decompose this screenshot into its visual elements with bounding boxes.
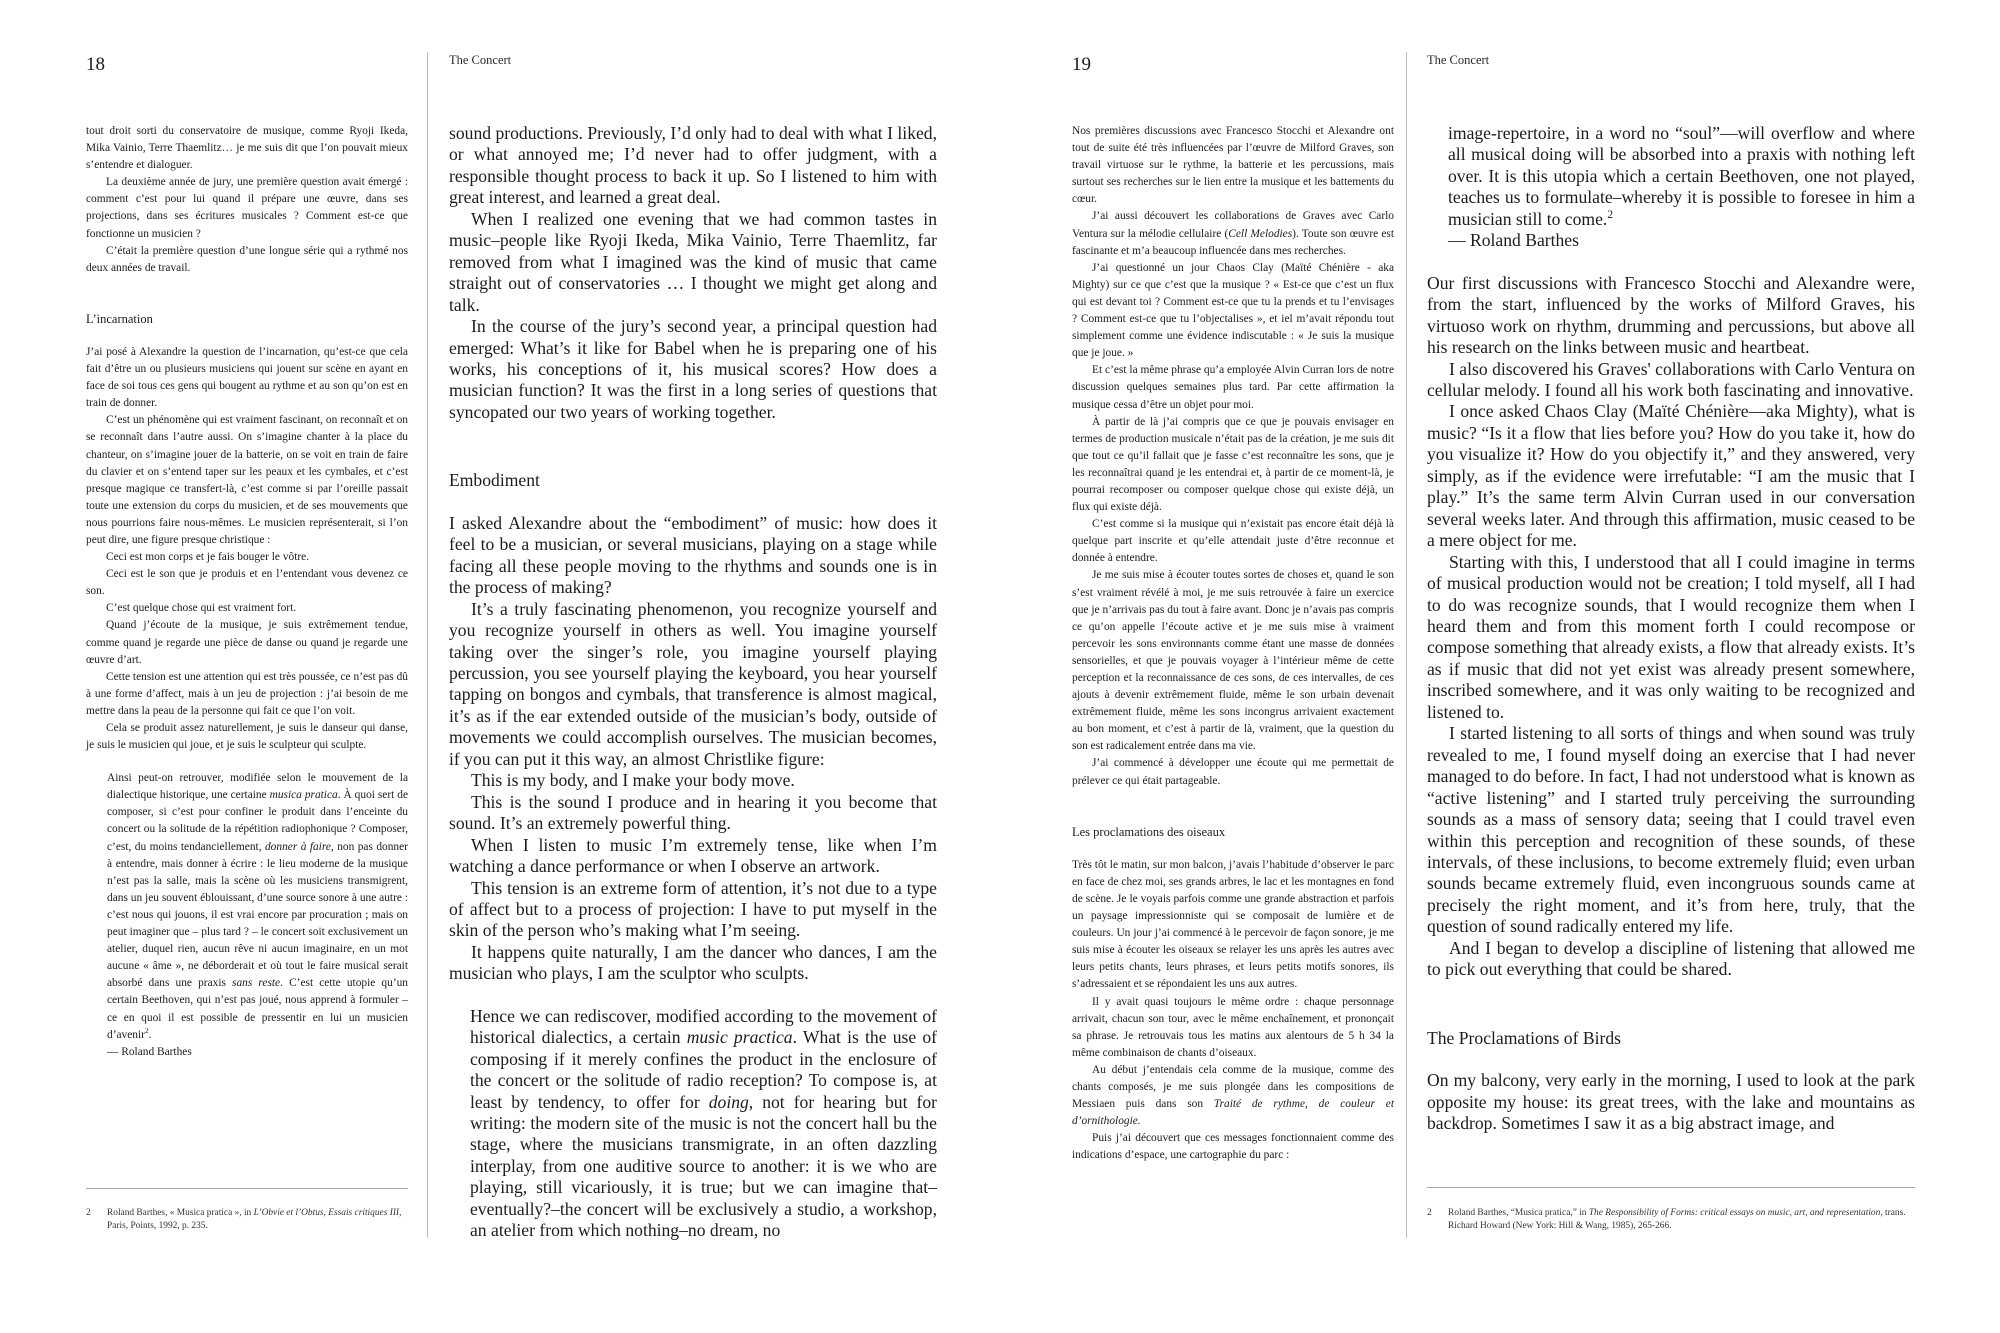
paragraph: It happens quite naturally, I am the dancer who dances, I am the musician who plays, I am the sculptor who sculpts. (449, 941, 937, 984)
french-column (1072, 123, 1394, 1164)
running-head: The Concert (449, 53, 512, 67)
footnote-divider (1427, 1187, 1915, 1188)
paragraph: And I began to develop a discipline of listening that allowed me to pick out everything that could be shared. (1427, 937, 1915, 980)
paragraph: C’est quelque chose qui est vraiment fort. (106, 602, 297, 615)
footnote-number: 2 (1427, 1208, 1432, 1218)
paragraph: Il y avait quasi toujours le même ordre : chaque personnage arrivait, chacun son tour, avec le même enchaînement, et prononçait sa phrase. Je retrouvais tous les matins aux alentours de 5 h 34 la même combinaison de chants d’oiseaux. (1072, 995, 1394, 1059)
paragraph: I also discovered his Graves' collaborations with Carlo Ventura on cellular melody. I found all his work both fascinating and innovative. (1427, 358, 1915, 400)
paragraph: J’ai questionné un jour Chaos Clay (Maïté Chénière - aka Mighty) sur ce que c’est que la musique ? « Est-ce que c’est un flux qui est devant toi ? Comment est-ce que tu la prends et tu l’envisages ? Comment est-ce que tu l’objectalises », et iel m’avait répondu tout simplement comme une évidence indiscutable : « Je suis la musique que je joue. » (1072, 261, 1394, 360)
french-column (86, 123, 408, 1061)
paragraph: Our first discussions with Francesco Stocchi and Alexandre were, from the start, influenced by the works of Milford Graves, his virtuoso work on rhythm, drumming and percussions, but above all his research on the links between music and heartbeat. (1427, 272, 1915, 358)
paragraph: J’ai commencé à développer une écoute qui me permettait de prélever ce qui était partageable. (1072, 757, 1394, 787)
paragraph: When I realized one evening that we had common tastes in music–people like Ryoji Ikeda, Mika Vainio, Terre Thaemlitz, far removed from what I imagined was the kind of music that came straight out of conservatories … I thought we might get along and talk. (449, 208, 937, 315)
paragraph: Et c’est la même phrase qu’a employée Alvin Curran lors de notre discussion quelques semaines plus tard. Par cette affirmation la musique cessa d’être un objet pour moi. (1072, 364, 1394, 411)
block-quote: image-repertoire, in a word no “soul”—will overflow and where all musical doing will be absorbed into a praxis with nothing left over. It is this utopia which a certain Beethoven, one not played, teaches us to formulate–whereby it is possible to foresee in him a musician still to come.$^2$ — Roland Barthes (1448, 123, 1915, 251)
paragraph: Très tôt le matin, sur mon balcon, j’avais l’habitude d’observer le parc en face de chez moi, ses grands arbres, le lac et les montagnes en fond de scène. Je le voyais parfois comme une grande abstraction et parfois un paysage impressionniste qui se composait de lumière et de couleurs. Un jour j’ai commencé à le percevoir de façon sonore, je me suis mise à écouter les oiseaux se relayer les uns après les autres avec leurs petits chants, leurs phrases, et leurs petits motifs sonores, ils s’adressaient et se répondaient les uns aux autres. (1072, 858, 1394, 991)
paragraph: On my balcony, very early in the morning, I used to look at the park opposite my house: its great trees, with the lake and mountains as backdrop. Sometimes I saw it as a big abstract image, and (1427, 1070, 1915, 1134)
paragraph: Nos premières discussions avec Francesco Stocchi et Alexandre ont tout de suite été très influencées par l’œuvre de Milford Graves, son travail virtuose sur le rythme, la batterie et les percussions, mais surtout ses recherches sur le lien entre la musique et les battements du cœur. (1072, 125, 1394, 206)
footnote-ref[interactable]: 2 (144, 1025, 149, 1035)
quote-attribution: — Roland Barthes (1448, 230, 1579, 251)
paragraph: This is the sound I produce and in hearing it you become that sound. It’s an extremely powerful thing. (449, 791, 937, 834)
footnote: 2 Roland Barthes, « Musica pratica », in L’Obvie et l’Obtus, Essais critiques III, Paris, Points, 1992, p. 235. (86, 1208, 402, 1232)
english-column (449, 123, 937, 1242)
english-column (1427, 123, 1915, 1134)
block-quote: Ainsi peut-on retrouver, modifiée selon le mouvement de la dialectique historique, une certaine musica pratica. À quoi sert de composer, si c’est pour confiner le produit dans l’enceinte du concert ou la solitude de la répétition radiophonique ? Composer, c’est, du moins tendanciellement, donner à faire, non pas donner à entendre, mais donner à écrire : le lieu moderne de la musique n’est pas la salle, mais la scène où les musiciens transmigrent, dans un jeu souvent éblouissant, d’une source sonore à une autre : c’est nous qui jouons, il est vrai encore par procuration ; mais on peut imaginer que – plus tard ? – le concert soit exclusivement un atelier, duquel rien, aucun rêve ni aucun imaginaire, en un mot aucune « âme », ne déborderait et où tout le faire musical serait absorbé dans une praxis sans reste. C’est cette utopie qu’un certain Beethoven, qui n’est pas joué, nous apprend à formuler – ce en quoi il est possible de pressentir en lui un musicien d’avenir$^2$. — Roland Barthes (86, 770, 408, 1061)
section-heading: Les proclamations des oiseaux (1072, 824, 1226, 839)
column-divider (1406, 52, 1407, 1238)
quote-attribution: — Roland Barthes (107, 1045, 192, 1058)
paragraph: I asked Alexandre about the “embodiment” of music: how does it feel to be a musician, or several musicians, playing on a stage while facing all these people moving to the rhythms and sounds one is in the process of making? (449, 512, 937, 598)
paragraph: La deuxième année de jury, une première question avait émergé : comment c’est pour lui quand il prépare une œuvre, dans ses projections, dans ses écritures musicales ? Comment est-ce que fonctionne un musicien ? (86, 176, 408, 240)
section-heading: The Proclamations of Birds (1427, 1027, 1621, 1048)
paragraph: When I listen to music I’m extremely tense, like when I’m watching a dance performance or when I observe an artwork. (449, 834, 937, 877)
paragraph: C’est un phénomène qui est vraiment fascinant, on reconnaît et on se reconnaît dans l’autre aussi. On s’imagine chanter à la place du chanteur, on s’imagine jouer de la batterie, on se voit en train de faire du clavier et on s’entend taper sur les peaux et les cymbales, et c’est presque magique ce transfert-là, c’est comme si par l’oreille passait toute une extension du corps du musicien, et de ses mouvements que nous pourrions faire nous-mêmes. Le musicien représenterait, si l’on peut dire, une figure presque christique : (86, 414, 408, 546)
footnote: 2 Roland Barthes, “Musica pratica,” in The Responsibility of Forms: critical essays on music, art, and representation, trans. Richard Howard (New York: Hill & Wang, 1985), 265-266. (1427, 1208, 1906, 1232)
page-number: 18 (86, 54, 105, 75)
paragraph: Quand j’écoute de la musique, je suis extrêmement tendue, comme quand je regarde une pièce de danse ou quand je regarde une œuvre d’art. (86, 619, 408, 666)
paragraph: sound productions. Previously, I’d only had to deal with what I liked, or what annoyed me; I’d never had to offer judgment, with a responsible thought process to back it up. So I listened to him with great interest, and learned a great deal. (449, 123, 937, 208)
paragraph: This tension is an extreme form of attention, it’s not due to a type of affect but to a process of projection: I have to put myself in the skin of the person who’s making what I’m seeing. (449, 877, 937, 941)
paragraph: C’est comme si la musique qui n’existait pas encore était déjà là quelque part inscrite et qu’elle attendait juste d’être reconnue et donnée à entendre. (1072, 518, 1394, 565)
paragraph: I once asked Chaos Clay (Maïté Chénière—aka Mighty), what is music? “Is it a flow that lies before you? How do you take it, how do you visualize it? How do you objectify it,” and they answered, very simply, as if the evidence were irrefutable: “I am the music that I play.” It’s the same term Alvin Curran used in our conversation several weeks later. And through this affirmation, music ceased to be a mere object for me. (1427, 401, 1915, 551)
paragraph: C’était la première question d’une longue série qui a rythmé nos deux années de travail. (86, 244, 408, 274)
section-heading: Embodiment (449, 470, 540, 491)
paragraph: It’s a truly fascinating phenomenon, you recognize yourself and you recognize yourself in others as well. You imagine yourself taking over the singer’s role, you imagine yourself playing percussion, you see yourself playing the keyboard, you hear yourself tapping on bongos and cymbals, that transference is almost magical, it’s as if the ear extended outside of the musician’s body, outside of movements we could accomplish ourselves. The musician becomes, if you can put it this way, an almost Christlike figure: (449, 598, 937, 769)
paragraph: Ceci est mon corps et je fais bouger le vôtre. (106, 551, 310, 564)
footnote-divider (86, 1188, 408, 1189)
footnote-number: 2 (86, 1208, 91, 1218)
paragraph: Starting with this, I understood that all I could imagine in terms of musical production would not be creation; I told myself, all I had to do was recognize sounds, that I would recognize them when I heard them and from this moment forth I could recompose or compose something that already exists, a flow that already exists. It’s as if music that did not yet exist was already present somewhere, inscribed somewhere, and it was only waiting to be recognized and listened to. (1427, 551, 1915, 722)
footnote-ref[interactable]: 2 (1607, 208, 1614, 221)
column-divider (427, 52, 428, 1238)
paragraph: Puis j’ai découvert que ces messages fonctionnaient comme des indications d’espace, une cartographie du parc : (1072, 1132, 1394, 1162)
paragraph: À partir de là j’ai compris que ce que je pouvais envisager en termes de production musicale n’était pas de la création, je me suis dit que tout ce qu’il fallait que je fasse c’est reconnaître les sons, que je les reconnaîtrai quand je les entendrai et, à partir de ce moment-là, je pourrai recomposer ou composer quelque chose qui existe déjà, un flux qui existe déjà. (1072, 415, 1394, 514)
paragraph: I started listening to all sorts of things and when sound was truly revealed to me, I found myself doing an exercise that I had never managed to do before. In fact, I had not understood what is known as “active listening” and I started truly perceiving the surrounding sounds as a mass of sensory data; seeing that I could travel even within this perception and recognition of these sounds, of these intervals, of these inclusions, to become extremely fluid; even urban sounds became extremely fluid, even incongruous sounds came at precisely the right moment, and it’s from here, truly, that the question of sound radically entered my life. (1427, 723, 1915, 937)
paragraph: Cette tension est une attention qui est très poussée, ce n’est pas dû à une forme d’affect, mais à un jeu de projection : j’ai besoin de me mettre dans la peau de la personne qui fait ce que l’on voit. (86, 670, 408, 717)
paragraph: This is my body, and I make your body move. (471, 770, 795, 791)
paragraph: J’ai aussi découvert les collaborations de Graves avec Carlo Ventura sur la mélodie cellulaire (Cell Melodies). Toute son œuvre est fascinante et m’a beaucoup influencée dans mes recherches. (1072, 210, 1394, 257)
paragraph: J’ai posé à Alexandre la question de l’incarnation, qu’est-ce que cela fait d’être un ou plusieurs musiciens qui jouent sur scène en ayant en face de soi tous ces gens qui bougent au rythme et au son qu’on est en train de donner. (86, 345, 408, 410)
section-heading: L’incarnation (86, 311, 153, 326)
paragraph: tout droit sorti du conservatoire de musique, comme Ryoji Ikeda, Mika Vainio, Terre Thaemlitz… je me suis dit que l’on pouvait mieux s’entendre et dialoguer. (86, 125, 408, 172)
page-number: 19 (1072, 54, 1091, 75)
paragraph: Je me suis mise à écouter toutes sortes de choses et, quand le son s’est vraiment révélé à moi, je me suis retrouvée à faire un exercice que je n’arrivais pas du tout à faire avant. Donc je n’avais pas compris ce qu’on appelle l’écoute active et je me suis mise à vraiment percevoir les sons environnants comme étant une masse de données sensorielles, et que je pouvais voyager à l’intérieur même de cette perception et la reconnaissance de ces sons, de ces intervalles, de ces ajouts à devenir extrêmement fluide, même le son urbain devenait extrêmement fluide, même les sons incongrus arrivaient exactement au bon moment, et c’est à partir de là, vraiment, que la question du son est radicalement entrée dans ma vie. (1072, 569, 1394, 753)
paragraph: Cela se produit assez naturellement, je suis le danseur qui danse, je suis le musicien qui joue, et je suis le sculpteur qui sculpte. (86, 722, 408, 752)
paragraph: In the course of the jury’s second year, a principal question had emerged: What’s it like for Babel when he is preparing one of his works, his conceptions of it, his musical scores? How does a musician function? It was the first in a long series of questions that syncopated our two years of working together. (449, 316, 937, 422)
paragraph: Au début j’entendais cela comme de la musique, comme des chants composés, je me suis plongée dans les compositions de Messiaen puis dans son Traité de rythme, de couleur et d’ornithologie. (1072, 1063, 1394, 1128)
block-quote: Hence we can rediscover, modified according to the movement of historical dialectics, a certain music practica. What is the use of composing if it merely confines the product in the enclosure of the concert or the solitude of radio reception? To compose is, at least by tendency, to offer for doing, not for hearing but for writing: the modern site of the music is not the concert hall bu the stage, where the musicians transmigrate, in an often dazzling interplay, from one auditive source to another: it is we who are playing, still vicariously, it is true; but we can imagine that–eventually?–the concert will be exclusively a studio, a workshop, an atelier from which nothing–no dream, no (470, 1005, 938, 1241)
paragraph: Ceci est le son que je produis et en l’entendant vous devenez ce son. (86, 568, 408, 598)
running-head: The Concert (1427, 53, 1490, 67)
